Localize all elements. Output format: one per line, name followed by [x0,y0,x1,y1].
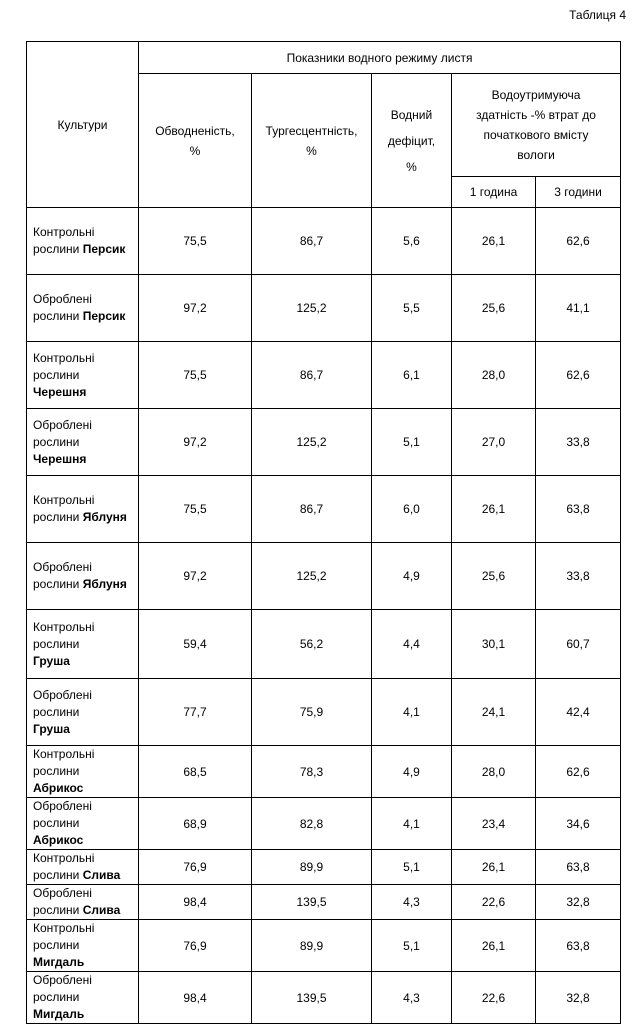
header-retention: Водоутримуюча здатність -% втрат до початкового вмісту вологи [452,74,621,177]
value-turgescence: 86,7 [252,476,372,543]
value-h1: 30,1 [452,610,536,679]
value-h3: 63,8 [536,920,621,972]
value-hydration: 98,4 [139,972,252,1024]
value-turgescence: 89,9 [252,850,372,885]
value-turgescence: 86,7 [252,342,372,409]
value-hydration: 76,9 [139,920,252,972]
value-h1: 28,0 [452,746,536,798]
header-hydration: Обводненість, % [139,74,252,208]
crop-name: Мигдаль [33,955,85,969]
crop-treatment: Оброблені [33,799,92,813]
value-h3: 62,6 [536,208,621,275]
value-h1: 26,1 [452,476,536,543]
value-deficit: 4,4 [372,610,452,679]
crop-plants: рослини [33,510,80,524]
value-deficit: 5,1 [372,850,452,885]
crop-cell [27,746,139,798]
water-regime-table [26,41,621,1024]
crop-treatment: Контрольні [33,851,95,865]
crop-treatment: Оброблені [33,886,92,900]
crop-cell [27,275,139,342]
value-deficit: 4,9 [372,543,452,610]
value-deficit: 6,0 [372,476,452,543]
crop-cell [27,543,139,610]
value-deficit: 4,1 [372,679,452,746]
value-turgescence: 86,7 [252,208,372,275]
value-h3: 34,6 [536,798,621,850]
crop-treatment: Оброблені [33,417,92,432]
value-h1: 22,6 [452,885,536,920]
crop-treatment: Контрольні [33,350,95,365]
crop-cell [27,208,139,275]
value-hydration: 97,2 [139,543,252,610]
value-turgescence: 139,5 [252,885,372,920]
value-deficit: 6,1 [372,342,452,409]
crop-treatment: Контрольні [33,619,95,634]
crop-plants: рослини [33,938,80,952]
crop-cell [27,476,139,543]
header-turgescence: Тургесцентність, % [252,74,372,208]
crop-treatment: Оброблені [33,687,92,702]
value-h1: 26,1 [452,208,536,275]
crop-name: Персик [82,242,126,256]
table-row [27,798,621,850]
crop-plants: рослини [33,868,80,882]
value-h1: 24,1 [452,679,536,746]
crop-treatment: Оброблені [33,292,92,306]
value-h3: 33,8 [536,543,621,610]
table-row [27,972,621,1024]
value-turgescence: 139,5 [252,972,372,1024]
crop-name: Абрикос [33,833,84,847]
crop-name: Черешня [33,384,87,399]
value-h1: 22,6 [452,972,536,1024]
value-hydration: 75,5 [139,208,252,275]
value-deficit: 4,1 [372,798,452,850]
table-row [27,208,621,275]
value-deficit: 4,9 [372,746,452,798]
crop-cell [27,920,139,972]
table-row [27,275,621,342]
crop-treatment: Контрольні [33,921,95,935]
crop-name: Груша [33,653,70,668]
value-h3: 60,7 [536,610,621,679]
value-h1: 23,4 [452,798,536,850]
value-deficit: 4,3 [372,885,452,920]
value-h1: 25,6 [452,275,536,342]
value-turgescence: 125,2 [252,275,372,342]
value-turgescence: 125,2 [252,543,372,610]
crop-treatment: Контрольні [33,225,95,239]
table-row [27,679,621,746]
crop-cell [27,610,139,679]
crop-cell [27,679,139,746]
value-deficit: 5,5 [372,275,452,342]
table-body [27,208,621,1024]
value-h1: 26,1 [452,850,536,885]
header-crops: Культури [27,42,139,208]
value-turgescence: 125,2 [252,409,372,476]
crop-name: Черешня [33,451,87,466]
crop-cell [27,972,139,1024]
value-hydration: 68,5 [139,746,252,798]
crop-name: Груша [33,721,70,736]
table-row [27,476,621,543]
value-h3: 42,4 [536,679,621,746]
crop-cell [27,885,139,920]
value-h1: 26,1 [452,920,536,972]
value-turgescence: 82,8 [252,798,372,850]
crop-name: Абрикос [33,781,84,795]
value-h1: 27,0 [452,409,536,476]
crop-cell [27,409,139,476]
header-hour-3: 3 години [536,177,621,208]
value-hydration: 97,2 [139,409,252,476]
value-h3: 62,6 [536,342,621,409]
crop-plants: рослини [33,764,80,778]
value-turgescence: 78,3 [252,746,372,798]
crop-name: Слива [82,903,121,917]
crop-name: Слива [82,868,121,882]
value-h3: 32,8 [536,885,621,920]
header-deficit: Водний дефіцит, % [372,74,452,208]
value-hydration: 98,4 [139,885,252,920]
crop-treatment: Контрольні [33,747,95,761]
table-row [27,409,621,476]
value-h3: 62,6 [536,746,621,798]
table-row [27,610,621,679]
table-header [27,42,621,208]
crop-treatment: Контрольні [33,493,95,507]
value-deficit: 5,1 [372,409,452,476]
value-h3: 33,8 [536,409,621,476]
value-h1: 28,0 [452,342,536,409]
value-deficit: 5,6 [372,208,452,275]
value-h3: 32,8 [536,972,621,1024]
value-hydration: 75,5 [139,476,252,543]
value-deficit: 5,1 [372,920,452,972]
table-row [27,885,621,920]
table-row [27,746,621,798]
header-group: Показники водного режиму листя [139,42,621,74]
crop-name: Мигдаль [33,1007,85,1021]
value-h3: 41,1 [536,275,621,342]
value-hydration: 97,2 [139,275,252,342]
table-caption: Таблиця 4 [569,8,626,22]
value-h3: 63,8 [536,476,621,543]
crop-name: Яблуня [82,577,127,591]
crop-plants: рослини [33,636,80,651]
crop-plants: рослини [33,367,80,382]
table-row [27,850,621,885]
table-row [27,342,621,409]
header-hour-1: 1 година [452,177,536,208]
value-hydration: 77,7 [139,679,252,746]
value-hydration: 68,9 [139,798,252,850]
crop-name: Персик [82,309,126,323]
value-h1: 25,6 [452,543,536,610]
table-row [27,543,621,610]
crop-plants: рослини [33,242,80,256]
crop-plants: рослини [33,577,80,591]
crop-name: Яблуня [82,510,127,524]
value-turgescence: 89,9 [252,920,372,972]
value-turgescence: 75,9 [252,679,372,746]
value-h3: 63,8 [536,850,621,885]
value-hydration: 76,9 [139,850,252,885]
crop-treatment: Оброблені [33,560,92,574]
crop-cell [27,342,139,409]
value-hydration: 59,4 [139,610,252,679]
crop-plants: рослини [33,990,80,1004]
value-hydration: 75,5 [139,342,252,409]
table-row [27,920,621,972]
value-deficit: 4,3 [372,972,452,1024]
crop-cell [27,850,139,885]
crop-plants: рослини [33,903,80,917]
crop-plants: рослини [33,704,80,719]
crop-plants: рослини [33,434,80,449]
crop-treatment: Оброблені [33,973,92,987]
crop-cell [27,798,139,850]
crop-plants: рослини [33,309,80,323]
crop-plants: рослини [33,816,80,830]
value-turgescence: 56,2 [252,610,372,679]
